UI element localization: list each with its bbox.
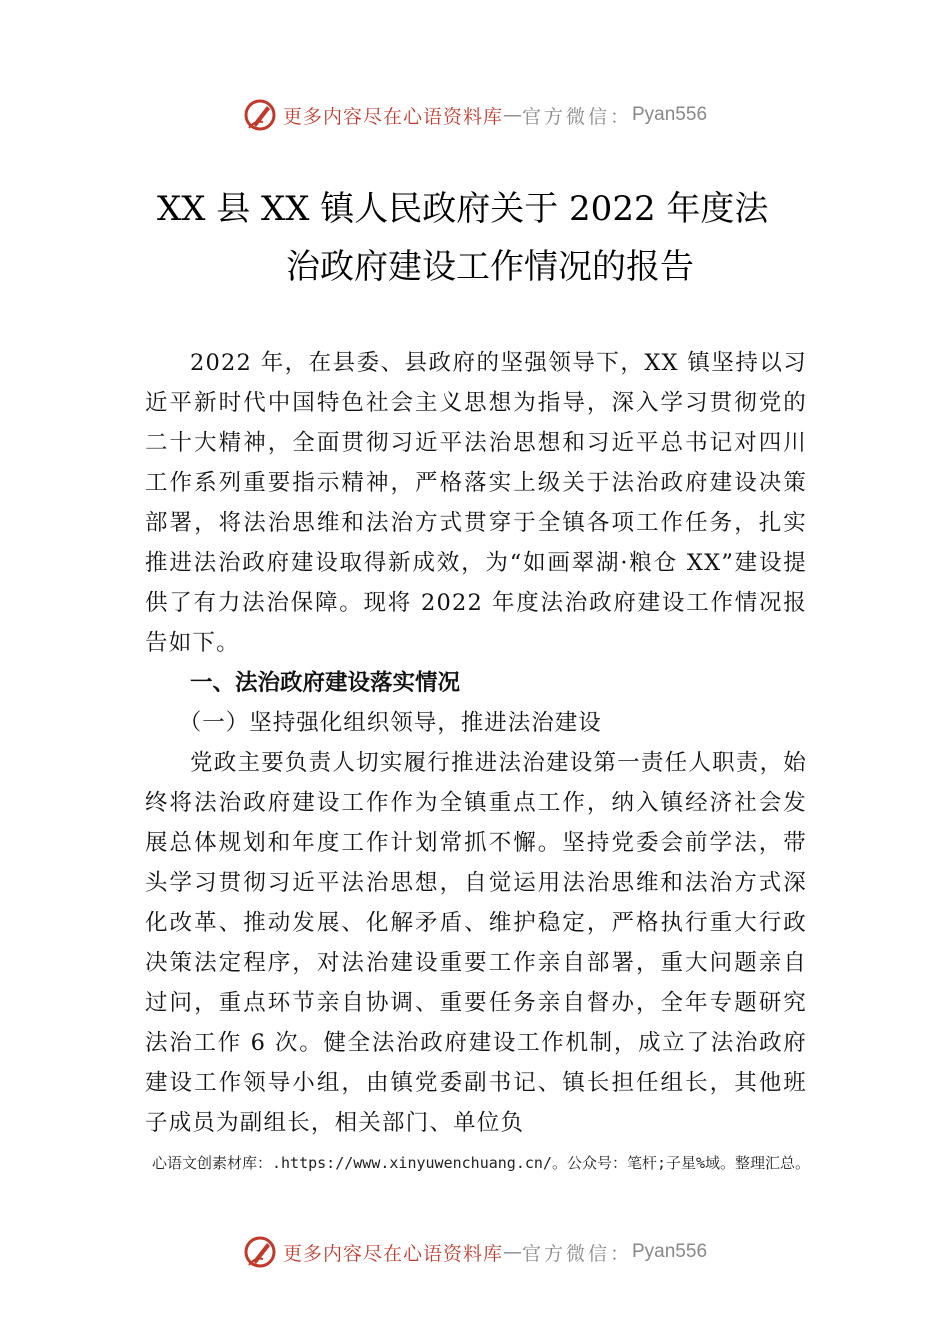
footer-banner (0, 1232, 950, 1272)
banner-site-text: 更多内容尽在心语资料库 (282, 1242, 503, 1265)
banner-wechat-id: Pyan556 (632, 104, 708, 125)
subsection-heading: （一）坚持强化组织领导，推进法治建设 (178, 710, 602, 736)
intro-paragraph: 2022 年，在县委、县政府的坚强领导下，XX 镇坚持以习近平新时代中国特色社会主义思想为指导，深入学习贯彻党的二十大精神，全面贯彻习近平法治思想和习近平总书记对四川工作系列重要指示精神，严格落实上级关于法治政府建设决策部署，将法治思维和法治方式贯穿于全镇各项工作任务，扎实推进法治政府建设取得新成效，为“如画翠湖·粮仓 XX”建设提供了有力法治保障。现将 2022 年度法治政府建设工作情况报告如下。 (145, 350, 807, 656)
pen-logo-icon (243, 98, 277, 132)
banner-site-text: 更多内容尽在心语资料库 (282, 105, 503, 128)
header-banner (0, 95, 950, 135)
document-body (145, 343, 807, 1143)
banner-separator: — (502, 104, 522, 126)
body-paragraph: 党政主要负责人切实履行推进法治建设第一责任人职责，始终将法治政府建设工作作为全镇重点工作，纳入镇经济社会发展总体规划和年度工作计划常抓不懈。坚持党委会前学法，带头学习贯彻习近平法治思想，自觉运用法治思维和法治方式深化改革、推动发展、化解矛盾、维护稳定，严格执行重大行政决策法定程序，对法治建设重要工作亲自部署，重大问题亲自过问，重点环节亲自协调、重要任务亲自督办，全年专题研究法治工作 6 次。健全法治政府建设工作机制，成立了法治政府建设工作领导小组，由镇党委副书记、镇长担任组长，其他班子成员为副组长，相关部门、单位负 (145, 750, 807, 1136)
document-title (145, 180, 805, 296)
title-line-1: XX 县 XX 镇人民政府关于 2022 年度法 (157, 189, 769, 229)
title-line-2: 治政府建设工作情况的报告 (286, 247, 694, 287)
banner-separator: — (502, 1241, 522, 1263)
section-heading: 一、法治政府建设落实情况 (190, 670, 461, 696)
banner-wechat-label: 官方微信： (521, 1242, 632, 1265)
banner-wechat-label: 官方微信： (521, 105, 632, 128)
pen-logo-icon (243, 1235, 277, 1269)
source-footer: 心语文创素材库：.https://www.xinyuwenchuang.cn/。公众号：笔杆;子星%域。整理汇总。 (152, 1154, 811, 1172)
banner-wechat-id: Pyan556 (632, 1241, 708, 1262)
